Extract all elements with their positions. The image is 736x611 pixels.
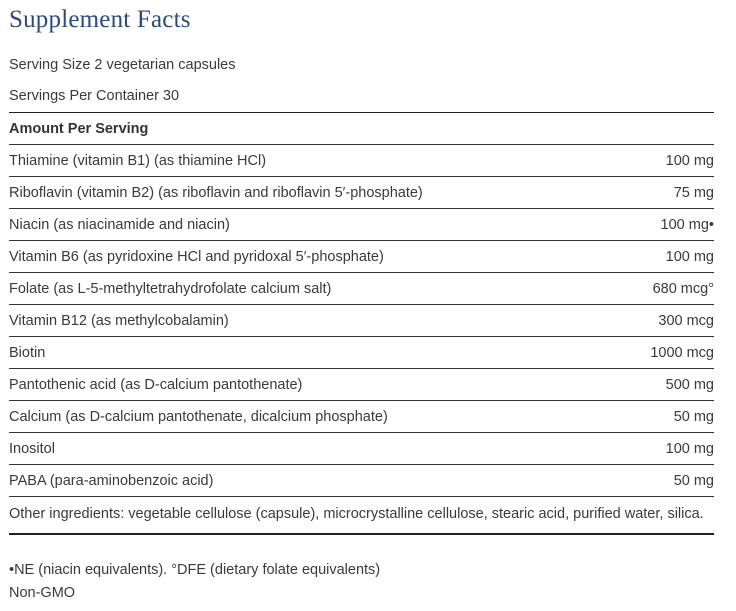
amount-header: Amount Per Serving <box>9 120 149 137</box>
page-title: Supplement Facts <box>9 6 191 33</box>
supplement-facts-table <box>9 112 714 535</box>
table-row <box>9 177 714 209</box>
nutrient-amount: 50 mg <box>673 472 714 489</box>
nutrient-name: Biotin <box>9 344 46 361</box>
table-row <box>9 209 714 241</box>
table-row <box>9 369 714 401</box>
table-row <box>9 305 714 337</box>
nutrient-name: Riboflavin (vitamin B2) (as riboflavin and riboflavin 5′-phosphate) <box>9 184 423 201</box>
nutrient-amount: 100 mg <box>665 248 714 265</box>
nutrient-amount: 100 mg <box>665 152 714 169</box>
nutrient-amount: 500 mg <box>665 376 714 393</box>
nutrient-amount: 100 mg <box>665 440 714 457</box>
nutrient-amount: 100 mg• <box>660 216 714 233</box>
serving-size: Serving Size 2 vegetarian capsules <box>9 57 236 73</box>
table-row <box>9 465 714 497</box>
footnote: •NE (niacin equivalents). °DFE (dietary folate equivalents) <box>9 562 381 578</box>
nutrient-name: Calcium (as D-calcium pantothenate, dicalcium phosphate) <box>9 408 388 425</box>
nutrient-amount: 300 mcg <box>658 312 714 329</box>
table-row <box>9 401 714 433</box>
nutrient-amount: 1000 mcg <box>650 344 714 361</box>
other-ingredients: Other ingredients: vegetable cellulose (capsule), microcrystalline cellulose, stearic acid, purified water, silica. <box>9 497 714 535</box>
table-row <box>9 273 714 305</box>
nutrient-name: Inositol <box>9 440 55 457</box>
nutrient-name: Niacin (as niacinamide and niacin) <box>9 216 230 233</box>
nutrient-name: Pantothenic acid (as D-calcium pantothenate) <box>9 376 303 393</box>
nutrient-name: Vitamin B6 (as pyridoxine HCl and pyridoxal 5′-phosphate) <box>9 248 384 265</box>
non-gmo-label: Non-GMO <box>9 585 76 601</box>
nutrient-amount: 50 mg <box>673 408 714 425</box>
table-row <box>9 337 714 369</box>
amount-header-row <box>9 113 714 145</box>
servings-per-container: Servings Per Container 30 <box>9 88 180 104</box>
nutrient-name: Thiamine (vitamin B1) (as thiamine HCl) <box>9 152 267 169</box>
table-row <box>9 433 714 465</box>
nutrient-name: Vitamin B12 (as methylcobalamin) <box>9 312 229 329</box>
table-row <box>9 145 714 177</box>
nutrient-amount: 680 mcg° <box>652 280 714 297</box>
table-row <box>9 241 714 273</box>
nutrient-name: PABA (para-aminobenzoic acid) <box>9 472 214 489</box>
nutrient-amount: 75 mg <box>673 184 714 201</box>
nutrient-name: Folate (as L-5-methyltetrahydrofolate calcium salt) <box>9 280 332 297</box>
